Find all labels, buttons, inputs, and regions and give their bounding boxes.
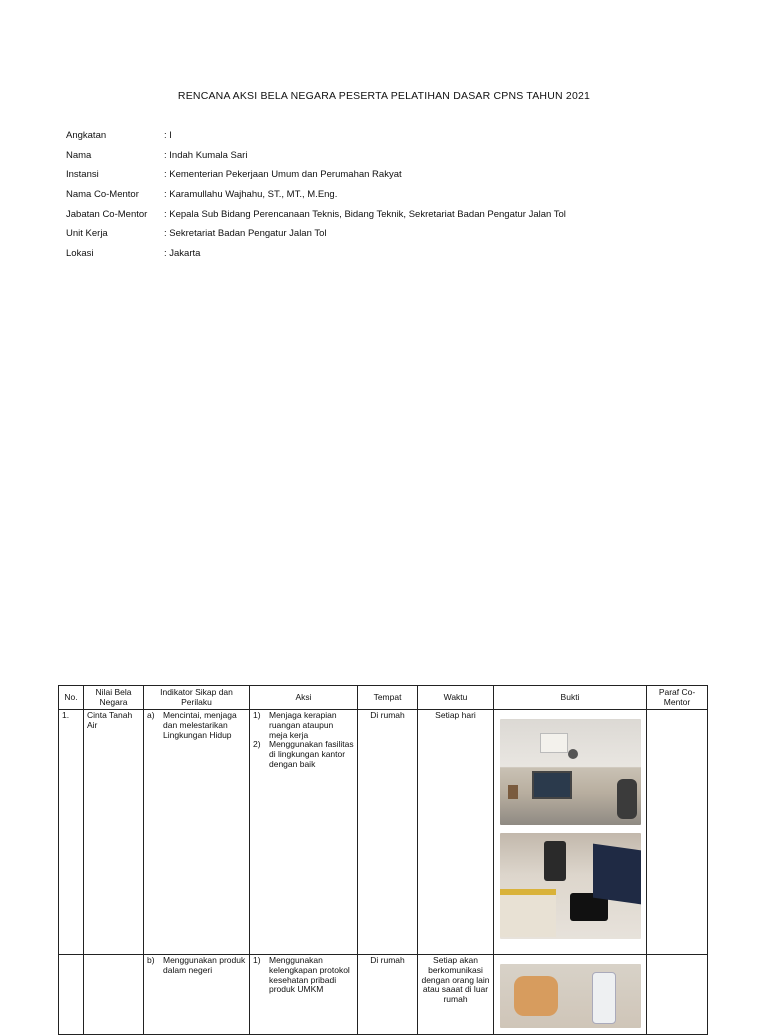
document-title: RENCANA AKSI BELA NEGARA PESERTA PELATIHAN DASAR CPNS TAHUN 2021 <box>177 90 591 102</box>
cup-shape <box>508 785 518 799</box>
list-marker: 2) <box>253 739 261 750</box>
aksi-text: Menjaga kerapian ruangan ataupun meja kerja <box>269 710 337 740</box>
info-label: Nama Co-Mentor <box>66 189 139 201</box>
lamp-shape <box>568 749 578 759</box>
indikator-text: Menggunakan produk dalam negeri <box>163 955 246 975</box>
whiteboard-shape <box>540 733 568 753</box>
cell-tempat: Di rumah <box>358 955 418 1035</box>
cell-bukti <box>494 955 647 1035</box>
cell-indikator <box>144 710 250 955</box>
cell-paraf <box>647 955 708 1035</box>
info-row-angkatan <box>66 130 566 150</box>
book-shape <box>500 889 556 937</box>
list-item <box>253 740 354 769</box>
cell-bukti <box>494 710 647 955</box>
info-row-nama-co-mentor <box>66 189 566 209</box>
header-nilai: Nilai Bela Negara <box>84 686 144 710</box>
info-value: : Kepala Sub Bidang Perencanaan Teknis, Bidang Teknik, Sekretariat Badan Pengatur Jalan Tol <box>164 208 566 220</box>
info-label: Lokasi <box>66 248 94 260</box>
chair-shape <box>617 779 637 819</box>
list-marker: a) <box>147 710 155 720</box>
mask-case-shape <box>514 976 558 1016</box>
cell-waktu: Setiap hari <box>418 710 494 955</box>
header-aksi: Aksi <box>250 686 358 710</box>
info-value: : I <box>164 130 172 141</box>
cell-no <box>59 955 84 1035</box>
header-indikator: Indikator Sikap dan Perilaku <box>144 686 250 710</box>
pen-holder-shape <box>544 841 566 881</box>
info-value: : Karamullahu Wajhahu, ST., MT., M.Eng. <box>164 189 338 201</box>
evidence-photo-health-kit <box>500 964 641 1028</box>
info-row-lokasi <box>66 248 566 268</box>
info-row-jabatan-co-mentor <box>66 209 566 229</box>
info-label: Angkatan <box>66 130 107 141</box>
cell-indikator <box>144 955 250 1035</box>
header-tempat: Tempat <box>358 686 418 710</box>
info-value: : Sekretariat Badan Pengatur Jalan Tol <box>164 228 327 240</box>
info-row-nama <box>66 150 566 170</box>
cell-waktu: Setiap akan berkomunikasi dengan orang lain atau saaat di luar rumah <box>418 955 494 1035</box>
info-label: Unit Kerja <box>66 228 108 240</box>
list-marker: 1) <box>253 710 261 720</box>
header-waktu: Waktu <box>418 686 494 710</box>
laptop-shape <box>593 844 641 905</box>
table-header-row <box>59 686 708 710</box>
info-value: : Indah Kumala Sari <box>164 149 248 161</box>
info-value: : Jakarta <box>164 248 201 260</box>
list-item <box>253 956 354 995</box>
cell-aksi <box>250 955 358 1035</box>
cell-aksi <box>250 710 358 955</box>
action-plan-table <box>58 685 708 1035</box>
participant-info <box>66 130 566 268</box>
aksi-text: Menggunakan fasilitas di lingkungan kantor dengan baik <box>269 739 354 769</box>
indikator-text: Mencintai, menjaga dan melestarikan Lingkungan Hidup <box>163 710 237 740</box>
list-marker: 1) <box>253 955 261 965</box>
aksi-text: Menggunakan kelengkapan protokol kesehatan pribadi produk UMKM <box>269 955 350 995</box>
cell-nilai <box>84 955 144 1035</box>
sanitizer-bottle-shape <box>592 972 616 1024</box>
header-bukti: Bukti <box>494 686 647 710</box>
list-marker: b) <box>147 955 155 965</box>
table-row <box>59 955 708 1035</box>
info-label: Instansi <box>66 169 99 181</box>
list-item <box>253 711 354 740</box>
cell-tempat: Di rumah <box>358 710 418 955</box>
evidence-photo-workspace <box>500 833 641 939</box>
evidence-photo-desk <box>500 719 641 825</box>
header-no: No. <box>59 686 84 710</box>
info-label: Nama <box>66 149 92 161</box>
header-paraf: Paraf Co-Mentor <box>647 686 708 710</box>
table-row <box>59 710 708 955</box>
cell-paraf <box>647 710 708 955</box>
laptop-shape <box>532 771 572 799</box>
cell-nilai: Cinta Tanah Air <box>84 710 144 955</box>
info-row-instansi <box>66 169 566 189</box>
info-row-unit-kerja <box>66 228 566 248</box>
info-value: : Kementerian Pekerjaan Umum dan Perumahan Rakyat <box>164 169 402 181</box>
info-label: Jabatan Co-Mentor <box>66 208 148 220</box>
cell-no: 1. <box>59 710 84 955</box>
